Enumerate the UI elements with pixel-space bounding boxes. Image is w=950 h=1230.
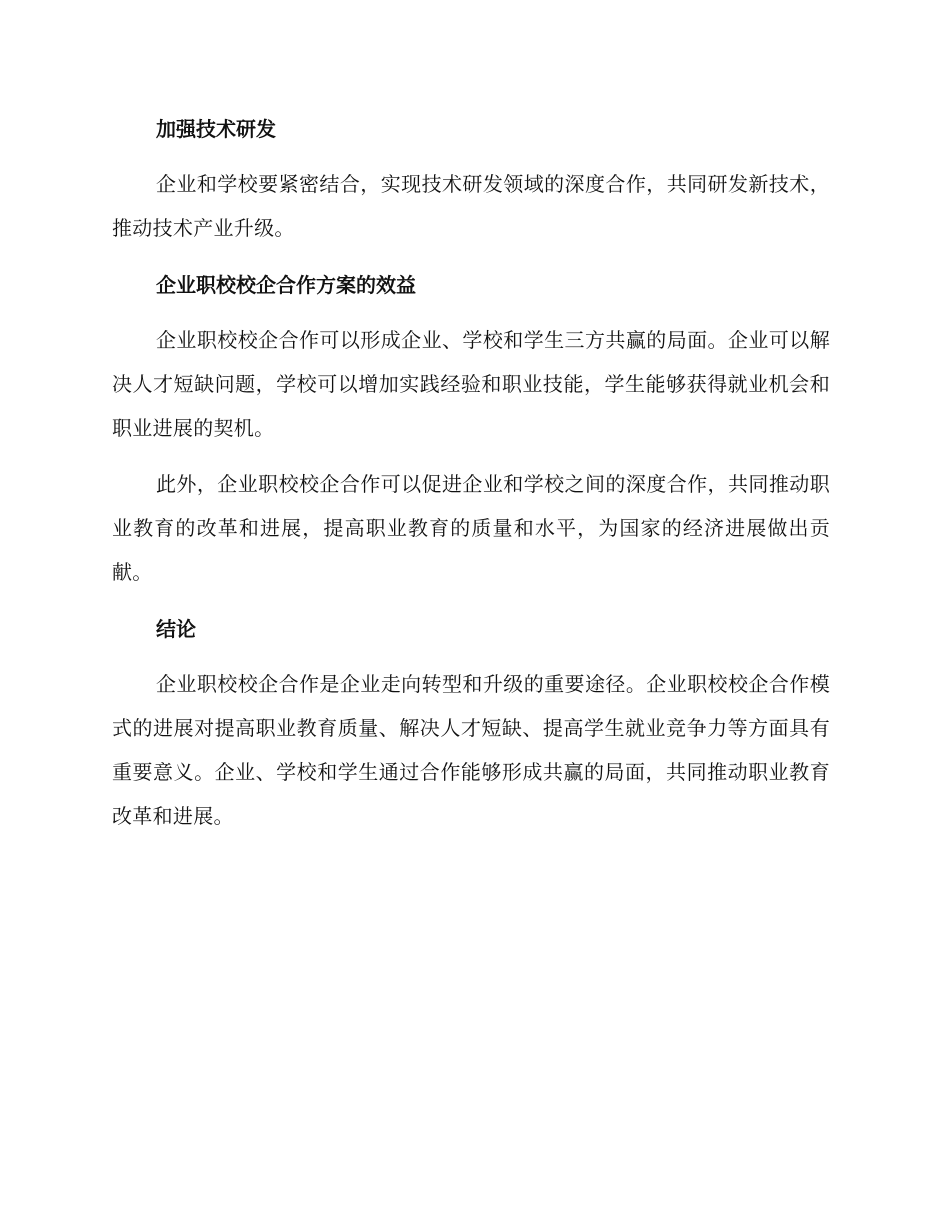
paragraph: 此外，企业职校校企合作可以促进企业和学校之间的深度合作，共同推动职业教育的改革和进展，提高职业教育的质量和水平，为国家的经济进展做出贡献。 xyxy=(112,472,830,584)
paragraph: 企业职校校企合作是企业走向转型和升级的重要途径。企业职校校企合作模式的进展对提高职业教育质量、解决人才短缺、提高学生就业竞争力等方面具有重要意义。企业、学校和学生通过合作能够形成共赢的局面，共同推动职业教育改革和进展。 xyxy=(112,672,830,828)
section-heading-tech-rd: 加强技术研发 xyxy=(156,117,276,141)
section-heading-conclusion: 结论 xyxy=(156,617,196,641)
document-body xyxy=(112,106,830,838)
paragraph: 企业和学校要紧密结合，实现技术研发领域的深度合作，共同研发新技术，推动技术产业升级。 xyxy=(112,172,830,240)
section-heading-benefits: 企业职校校企合作方案的效益 xyxy=(156,273,416,297)
paragraph: 企业职校校企合作可以形成企业、学校和学生三方共赢的局面。企业可以解决人才短缺问题，学校可以增加实践经验和职业技能，学生能够获得就业机会和职业进展的契机。 xyxy=(112,328,830,440)
